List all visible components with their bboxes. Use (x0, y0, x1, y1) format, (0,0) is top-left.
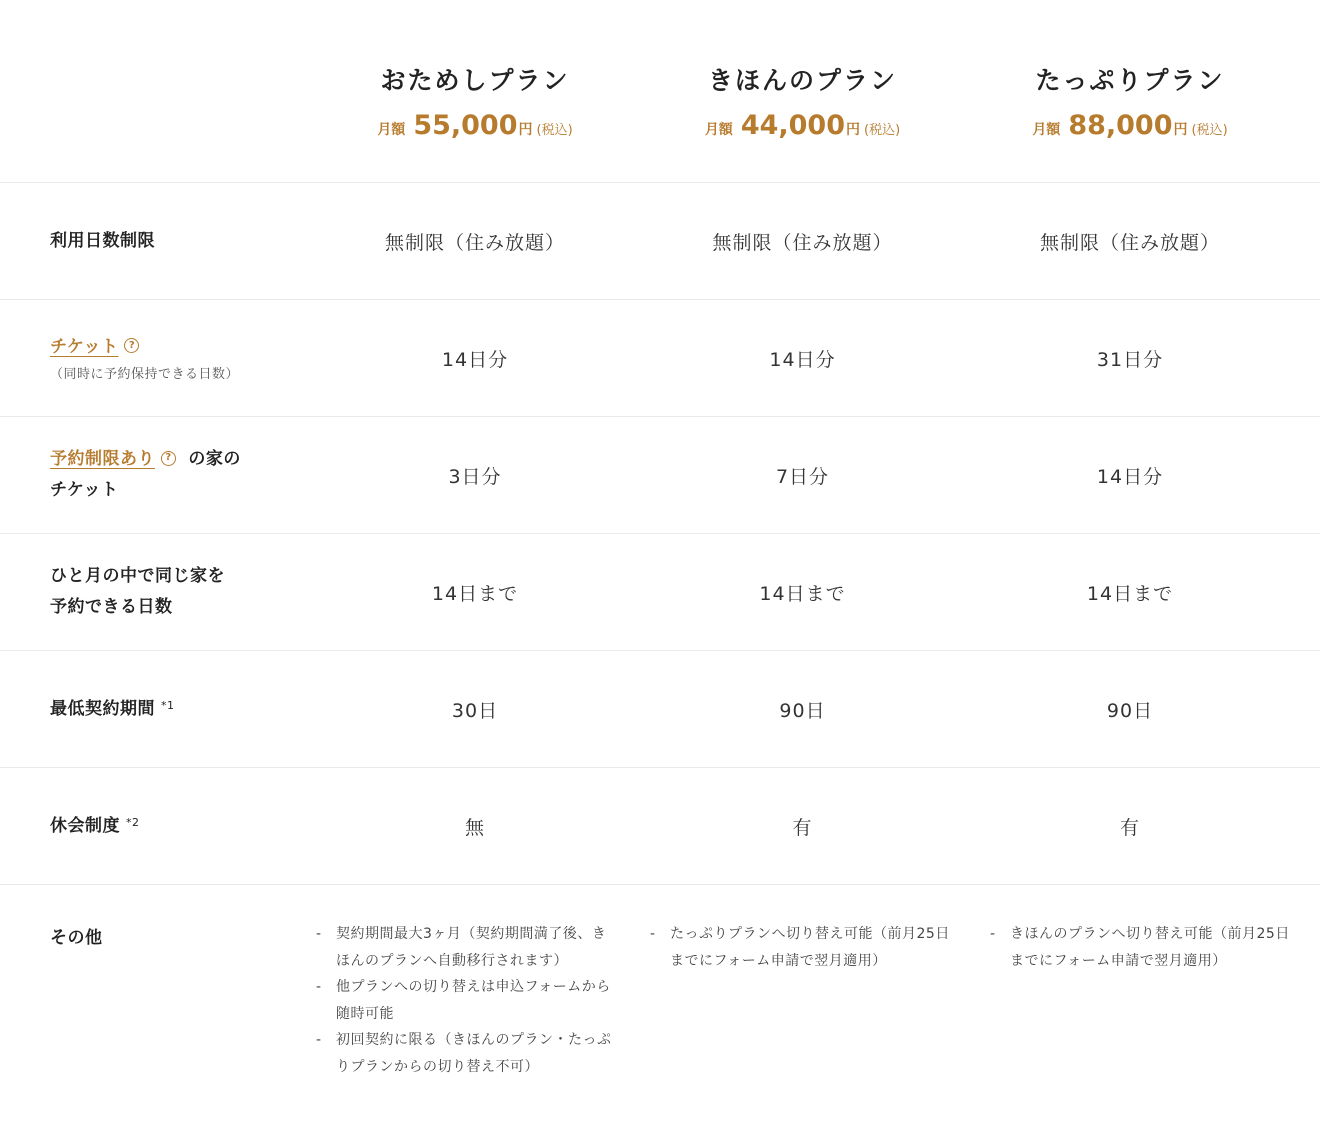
table-cell: 無制限（住み放題） (384, 231, 565, 254)
table-cell: 14日分 (769, 348, 836, 371)
plan-price (1032, 110, 1227, 141)
minimum-term-label: 最低契約期間 (50, 698, 155, 719)
same-house-label-line1: ひと月の中で同じ家を (50, 566, 225, 586)
question-circle-icon[interactable]: ? (161, 451, 176, 466)
tax-note: (税込) (536, 123, 573, 138)
price-unit: 円 (1173, 122, 1188, 138)
tax-note: (税込) (864, 123, 901, 138)
suspension-row (0, 768, 1320, 885)
table-cell: 3日分 (448, 465, 502, 488)
tickets-label-block (50, 332, 239, 385)
same-house-label-block (50, 561, 225, 623)
notes-cell (316, 885, 616, 1125)
notes-list (650, 921, 950, 974)
table-cell: 7日分 (775, 465, 830, 488)
header-empty-cell (50, 0, 310, 182)
other-row (0, 885, 1320, 1125)
notes-cell (990, 885, 1290, 1125)
row-label (50, 183, 310, 299)
tickets-link[interactable]: チケット (50, 336, 119, 357)
restricted-label-block (50, 444, 241, 506)
table-cell: 14日まで (431, 582, 519, 605)
price-unit: 円 (846, 122, 861, 138)
footnote-marker: *2 (126, 815, 140, 829)
table-cell: 無制限（住み放題） (712, 231, 893, 254)
price-amount: 55,000 (413, 110, 518, 141)
list-item: - 他プランへの切り替えは申込フォームから随時可能 (316, 974, 616, 1027)
price-amount: 44,000 (740, 110, 846, 141)
table-cell: 無 (464, 816, 485, 839)
tickets-sublabel: （同時に予約保持できる日数） (50, 366, 240, 382)
list-item: - 初回契約に限る（きほんのプラン・たっぷりプランからの切り替え不可） (316, 1027, 616, 1080)
table-cell: 90日 (1106, 699, 1154, 722)
restricted-reservation-link[interactable]: 予約制限あり (50, 449, 155, 469)
row-label (50, 417, 310, 533)
plan-name: きほんのプラン (707, 66, 897, 95)
plan-price (705, 110, 900, 141)
plan-header-row (0, 0, 1320, 183)
tickets-row (0, 300, 1320, 417)
list-item: - きほんのプランへ切り替え可能（前月25日までにフォーム申請で翌月適用） (990, 921, 1290, 974)
table-cell: 有 (1119, 816, 1140, 839)
same-house-days-row (0, 534, 1320, 651)
notes-cell (650, 885, 950, 1125)
table-cell: 30日 (451, 699, 499, 722)
plan-header-kihon (640, 0, 965, 182)
same-house-label-line2: 予約できる日数 (50, 597, 173, 617)
price-unit: 円 (518, 122, 533, 138)
tax-note: (税込) (1191, 123, 1228, 138)
row-label (50, 300, 310, 416)
plan-header-otameshi (310, 0, 640, 182)
table-cell: 有 (792, 816, 813, 839)
price-prefix: 月額 (704, 122, 733, 138)
restricted-label-line2: チケット (50, 480, 119, 500)
suspension-label: 休会制度 (50, 815, 120, 836)
plan-header-tappuri (965, 0, 1295, 182)
list-item: - 契約期間最大3ヶ月（契約期間満了後、きほんのプランへ自動移行されます） (316, 921, 616, 974)
plan-name: おためしプラン (380, 66, 570, 95)
table-cell: 31日分 (1096, 348, 1164, 371)
plan-name: たっぷりプラン (1035, 66, 1225, 95)
price-amount: 88,000 (1068, 110, 1173, 141)
list-item: - たっぷりプランへ切り替え可能（前月25日までにフォーム申請で翌月適用） (650, 921, 950, 974)
footnote-marker: *1 (161, 698, 175, 712)
usage-limit-label: 利用日数制限 (50, 230, 155, 251)
price-prefix: 月額 (377, 122, 406, 138)
usage-limit-row (0, 183, 1320, 300)
notes-list (990, 921, 1290, 974)
row-label (50, 651, 310, 767)
other-label: その他 (50, 928, 103, 948)
table-cell: 14日まで (1086, 582, 1174, 605)
table-cell: 無制限（住み放題） (1039, 231, 1220, 254)
table-cell: 14日まで (759, 582, 846, 605)
row-label (50, 534, 310, 650)
table-cell: 14日分 (441, 348, 509, 371)
price-prefix: 月額 (1032, 122, 1061, 138)
restricted-label-suffix: の家の (188, 449, 241, 469)
notes-list (316, 921, 616, 1080)
table-cell: 90日 (779, 699, 826, 722)
row-label (50, 768, 310, 884)
row-label (50, 885, 310, 1125)
minimum-term-row (0, 651, 1320, 768)
table-cell: 14日分 (1096, 465, 1164, 488)
restricted-house-tickets-row (0, 417, 1320, 534)
plan-price (377, 110, 572, 141)
question-circle-icon[interactable]: ? (124, 338, 139, 353)
